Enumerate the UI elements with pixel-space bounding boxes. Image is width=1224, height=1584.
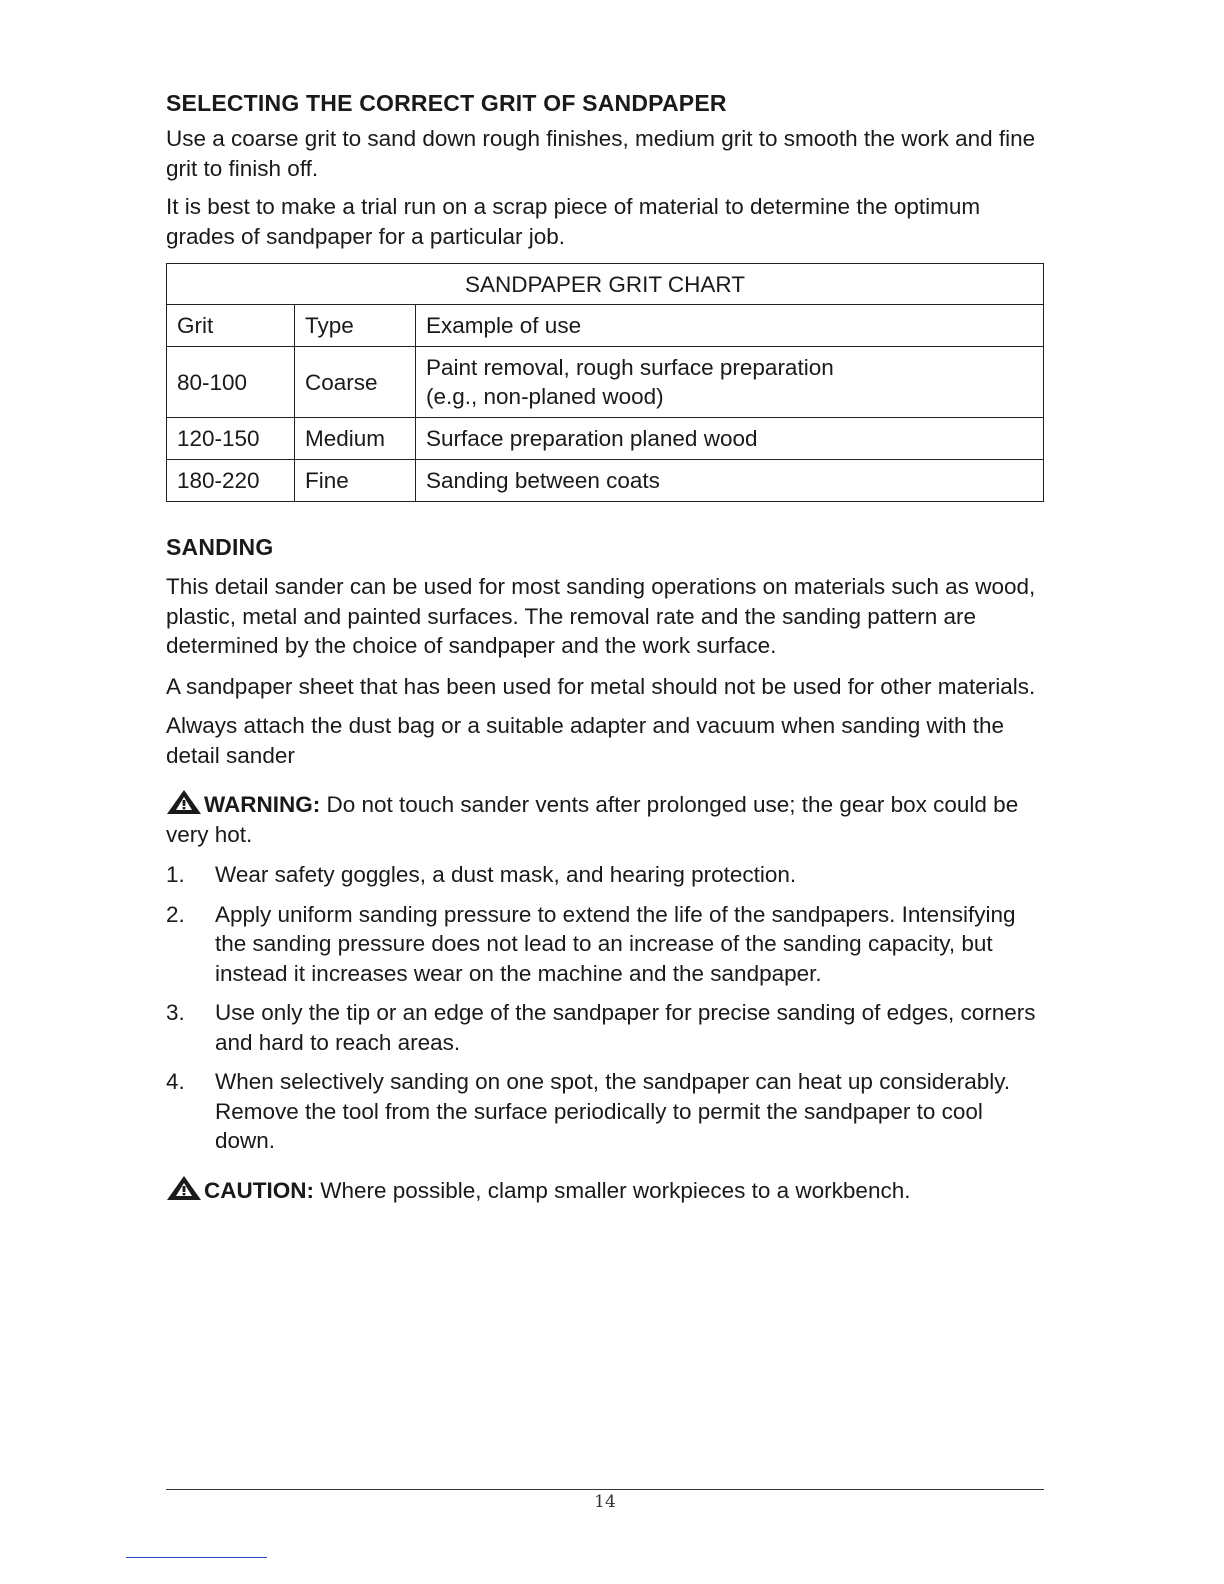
manual-page bbox=[166, 90, 1044, 1205]
sanding-steps-list bbox=[166, 860, 1044, 1156]
list-item bbox=[166, 900, 1044, 989]
column-header-grit: Grit bbox=[167, 305, 295, 347]
caution-notice bbox=[166, 1175, 1044, 1206]
footer-divider bbox=[166, 1489, 1044, 1490]
bottom-link-underline bbox=[126, 1557, 267, 1558]
column-header-type: Type bbox=[295, 305, 416, 347]
table-row bbox=[167, 460, 1044, 502]
step-number: 2. bbox=[166, 901, 185, 927]
step-text: Use only the tip or an edge of the sandpaper for precise sanding of edges, corners and hard to reach areas. bbox=[215, 1000, 1036, 1055]
paragraph-sander-uses: This detail sander can be used for most sanding operations on materials such as wood, plastic, metal and painted surfaces. The removal rate and the sanding pattern are determined by the choice of sandpaper and the work surface. bbox=[166, 574, 1036, 658]
sandpaper-grit-table bbox=[166, 263, 1044, 502]
paragraph-grit-usage: Use a coarse grit to sand down rough finishes, medium grit to smooth the work and fine grit to finish off. bbox=[166, 126, 1036, 181]
cell-type: Coarse bbox=[295, 347, 416, 418]
cell-grit: 80-100 bbox=[167, 347, 295, 418]
list-item bbox=[166, 998, 1044, 1057]
cell-type: Medium bbox=[295, 418, 416, 460]
list-item bbox=[166, 1067, 1044, 1156]
page-number: 14 bbox=[594, 1492, 616, 1512]
step-text: When selectively sanding on one spot, the sandpaper can heat up considerably. Remove the tool from the surface periodically to permit the sandpaper to cool down. bbox=[215, 1069, 1011, 1153]
list-item bbox=[166, 860, 1044, 890]
warning-triangle-icon bbox=[166, 1175, 202, 1201]
warning-text: Do not touch sander vents after prolonged use; the gear box could be very hot. bbox=[166, 792, 1019, 847]
table-title: SANDPAPER GRIT CHART bbox=[167, 264, 1044, 305]
cell-grit: 180-220 bbox=[167, 460, 295, 502]
step-text: Apply uniform sanding pressure to extend the life of the sandpapers. Intensifying the sanding pressure does not lead to an increase of the sanding capacity, but instead it increases wear on the machine and the sandpaper. bbox=[215, 901, 1016, 986]
cell-example-line: (e.g., non-planed wood) bbox=[426, 384, 664, 409]
paragraph-trial-run: It is best to make a trial run on a scrap piece of material to determine the optimum grades of sandpaper for a particular job. bbox=[166, 194, 981, 249]
table-header-row bbox=[167, 305, 1044, 347]
section-heading-grit: SELECTING THE CORRECT GRIT OF SANDPAPER bbox=[166, 90, 727, 116]
section-heading-sanding: SANDING bbox=[166, 534, 274, 560]
table-row bbox=[167, 418, 1044, 460]
cell-example: Sanding between coats bbox=[416, 460, 1044, 502]
cell-example-line: Paint removal, rough surface preparation bbox=[426, 355, 834, 380]
caution-label: CAUTION: bbox=[204, 1177, 314, 1203]
paragraph-dust-bag: Always attach the dust bag or a suitable adapter and vacuum when sanding with the detail sander bbox=[166, 713, 1005, 768]
cell-example bbox=[416, 347, 1044, 418]
warning-notice bbox=[166, 789, 1044, 849]
cell-type: Fine bbox=[295, 460, 416, 502]
column-header-example: Example of use bbox=[416, 305, 1044, 347]
warning-triangle-icon bbox=[166, 789, 202, 815]
paragraph-metal-sheet: A sandpaper sheet that has been used for metal should not be used for other materials. bbox=[166, 673, 1036, 699]
step-text: Wear safety goggles, a dust mask, and hearing protection. bbox=[215, 862, 797, 887]
cell-example: Surface preparation planed wood bbox=[416, 418, 1044, 460]
caution-text: Where possible, clamp smaller workpieces to a workbench. bbox=[313, 1177, 911, 1203]
step-number: 3. bbox=[166, 1000, 185, 1025]
step-number: 1. bbox=[166, 862, 185, 887]
warning-label: WARNING: bbox=[204, 792, 321, 817]
cell-grit: 120-150 bbox=[167, 418, 295, 460]
step-number: 4. bbox=[166, 1069, 185, 1094]
table-row bbox=[167, 347, 1044, 418]
